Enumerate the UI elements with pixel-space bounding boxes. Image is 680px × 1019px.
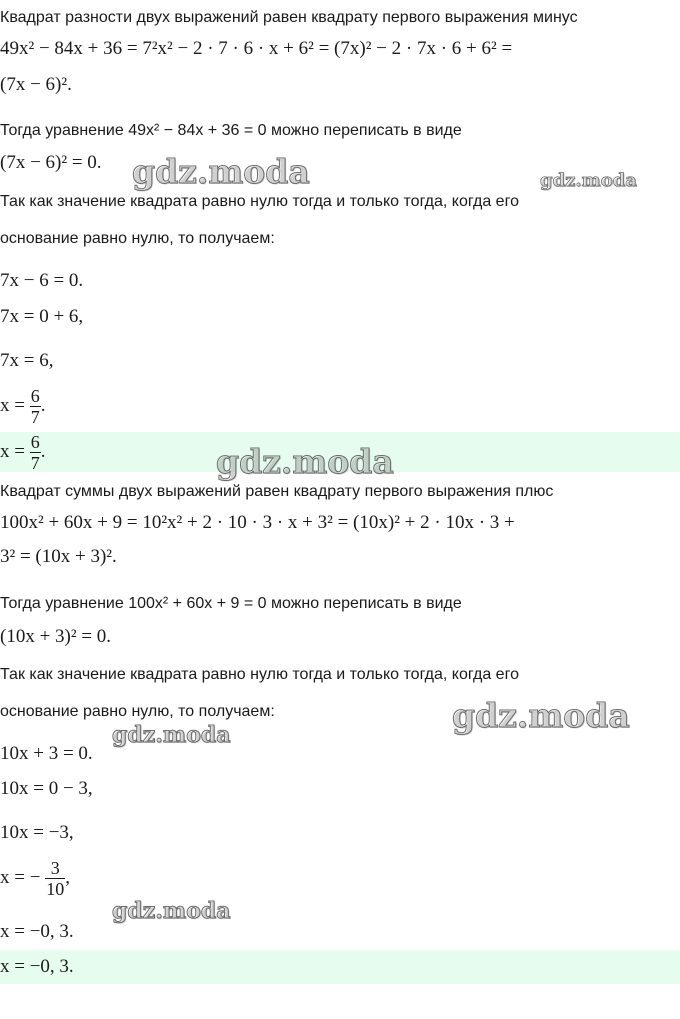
part2-step4-fraction	[45, 858, 65, 899]
part1-answer-denominator: 7	[30, 453, 40, 473]
part1-step3: 7x = 6,	[0, 350, 54, 371]
part2-expand-line1: 100x² + 60x + 9 = 10²x² + 2 · 10 · 3 · x + 3² = (10x)² + 2 · 10x · 3 +	[0, 512, 515, 533]
part1-step4: x = $\frac{6}{7}$ .	[0, 386, 46, 427]
part2-step4-lhs: x = −	[0, 866, 41, 888]
part1-reason-line2: основание равно нулю, то получаем:	[0, 230, 275, 247]
part2-step4-numerator: 3	[45, 858, 65, 879]
part1-step4-fraction	[30, 386, 41, 427]
part1-expand-line2: (7x − 6)².	[0, 74, 72, 95]
part2-reason-line2: основание равно нулю, то получаем:	[0, 703, 275, 720]
part1-answer-lhs: x =	[0, 440, 25, 462]
part1-step1: 7x − 6 = 0.	[0, 270, 84, 291]
watermark-6: gdz.moda	[112, 898, 231, 924]
part1-step2: 7x = 0 + 6,	[0, 306, 84, 327]
part1-step4-numerator: 6	[30, 386, 40, 406]
part1-rewrite-eq: (7x − 6)² = 0.	[0, 152, 102, 173]
part2-step4: x = − $\frac{3}{10}$ ,	[0, 858, 70, 899]
watermark-3: gdz.moda	[216, 442, 394, 481]
watermark-2: gdz.moda	[540, 170, 637, 191]
part2-rewrite-text: Тогда уравнение 100x² + 60x + 9 = 0 можно переписать в виде	[0, 595, 462, 612]
part1-rewrite-text: Тогда уравнение 49x² − 84x + 36 = 0 можно переписать в виде	[0, 122, 462, 139]
watermark-5: gdz.moda	[112, 722, 231, 748]
part2-answer: x = −0, 3.	[0, 956, 74, 977]
part2-step2: 10x = 0 − 3,	[0, 778, 93, 799]
part2-reason-line1: Так как значение квадрата равно нулю тогда и только тогда, когда его	[0, 666, 519, 683]
watermark-1: gdz.moda	[132, 152, 310, 191]
part1-answer: x = $\frac{6}{7}$ .	[0, 432, 46, 473]
part1-answer-fraction	[30, 432, 41, 473]
part2-expand-line2: 3² = (10x + 3)².	[0, 546, 117, 567]
part2-step3: 10x = −3,	[0, 822, 74, 843]
part1-intro: Квадрат разности двух выражений равен квадрату первого выражения минус	[0, 9, 578, 26]
part1-answer-numerator: 6	[30, 432, 40, 452]
part2-rewrite-eq: (10x + 3)² = 0.	[0, 626, 112, 647]
part2-step1: 10x + 3 = 0.	[0, 743, 93, 764]
part1-step4-lhs: x =	[0, 394, 25, 416]
part1-reason-line1: Так как значение квадрата равно нулю тогда и только тогда, когда его	[0, 193, 519, 210]
part2-intro: Квадрат суммы двух выражений равен квадрату первого выражения плюс	[0, 483, 554, 500]
part2-step5: x = −0, 3.	[0, 921, 74, 942]
part1-step4-denominator: 7	[30, 407, 40, 427]
watermark-4: gdz.moda	[452, 696, 630, 735]
part1-expand-line1: 49x² − 84x + 36 = 7²x² − 2 · 7 · 6 · x + 6² = (7x)² − 2 · 7x · 6 + 6² =	[0, 38, 513, 59]
answer-highlight-2	[0, 950, 680, 984]
part2-step4-denominator: 10	[46, 879, 65, 899]
